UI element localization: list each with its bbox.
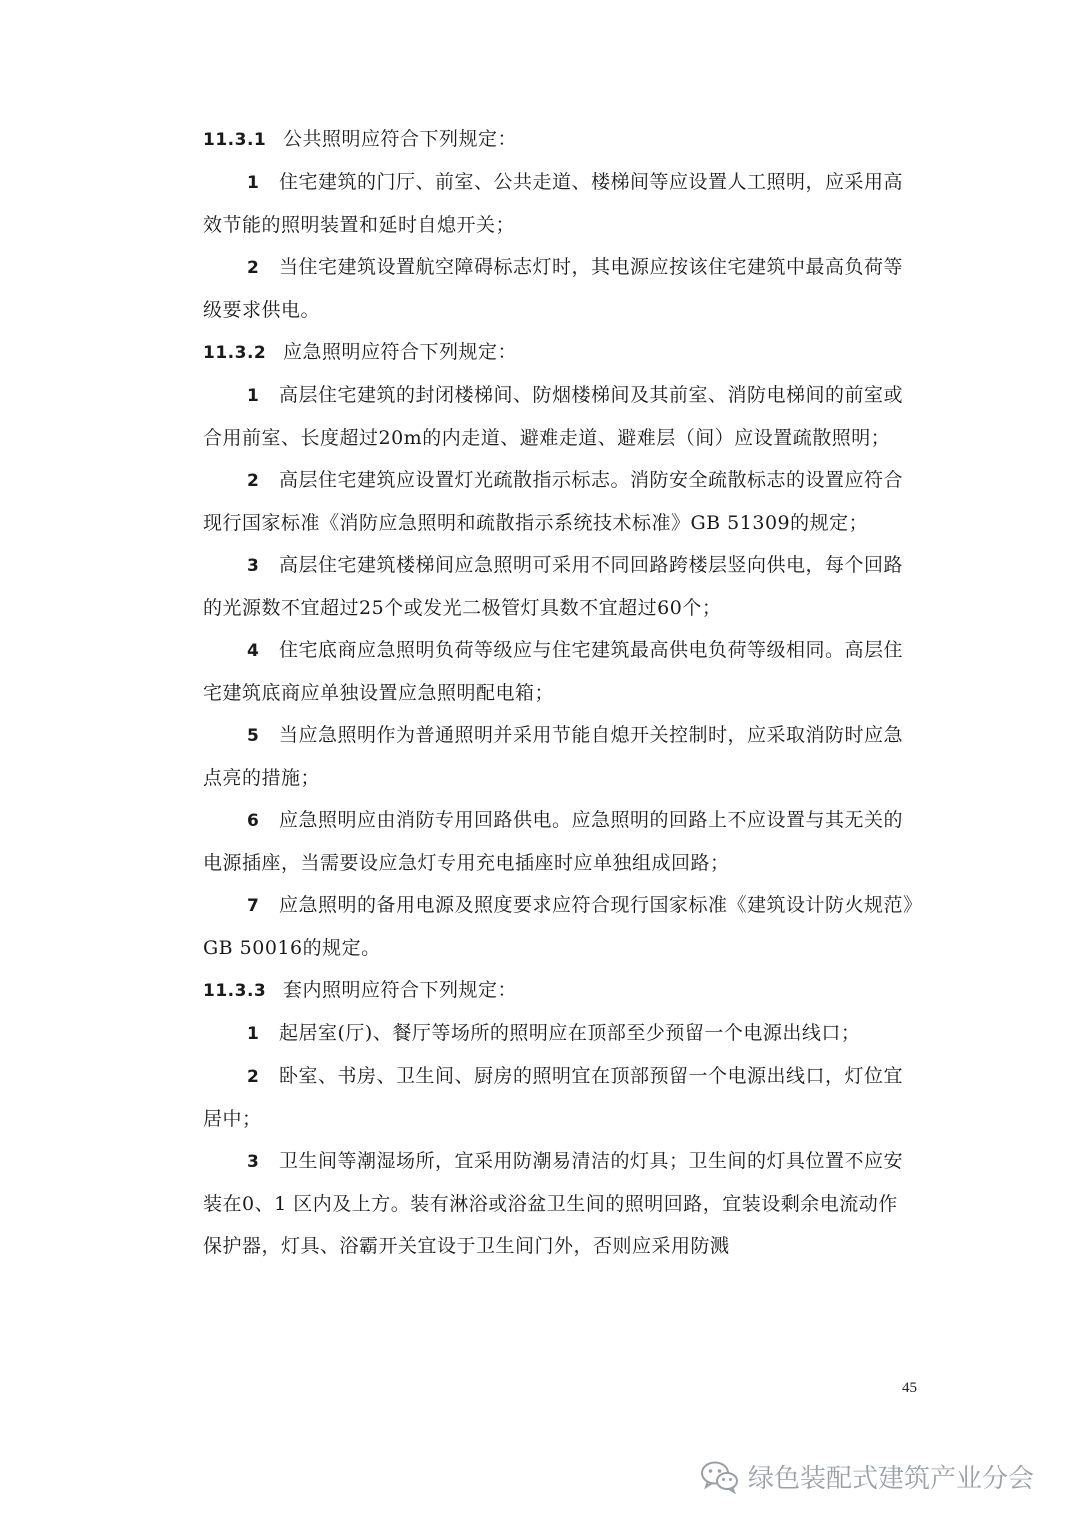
item-number: 3 — [247, 1152, 260, 1172]
item-number: 4 — [247, 641, 260, 661]
item-number: 2 — [247, 258, 260, 278]
item-number: 6 — [247, 811, 260, 831]
watermark — [700, 1458, 1034, 1495]
clause-text: 应急照明应符合下列规定： — [283, 341, 518, 363]
list-item — [203, 1012, 915, 1055]
list-item — [203, 629, 915, 714]
item-text: 住宅建筑的门厅、前室、公共走道、楼梯间等应设置人工照明，应采用高效节能的照明装置和延时自熄开关； — [203, 171, 904, 236]
item-text: 卫生间等潮湿场所，宜采用防潮易清洁的灯具；卫生间的灯具位置不应安装在0、1 区内及上方。装有淋浴或浴盆卫生间的照明回路，宜装设剩余电流动作保护器，灯具、浴霸开关宜设于卫生间门外，否则应采用防溅 — [203, 1150, 904, 1257]
item-text: 卧室、书房、卫生间、厨房的照明宜在顶部预留一个电源出线口，灯位宜居中； — [203, 1065, 904, 1130]
item-text: 高层住宅建筑的封闭楼梯间、防烟楼梯间及其前室、消防电梯间的前室或合用前室、长度超过20m的内走道、避难走道、避难层（间）应设置疏散照明； — [203, 384, 904, 449]
item-text: 当住宅建筑设置航空障碍标志灯时，其电源应按该住宅建筑中最高负荷等级要求供电。 — [203, 256, 904, 321]
watermark-text: 绿色装配式建筑产业分会 — [748, 1464, 1035, 1494]
item-number: 5 — [247, 726, 260, 746]
item-text: 高层住宅建筑楼梯间应急照明可采用不同回路跨楼层竖向供电，每个回路的光源数不宜超过25个或发光二极管灯具数不宜超过60个； — [203, 554, 904, 619]
item-number: 7 — [247, 896, 260, 916]
list-item — [203, 544, 915, 629]
list-item — [203, 884, 915, 969]
list-item — [203, 459, 915, 544]
document-body — [203, 118, 915, 1267]
item-number: 1 — [247, 386, 260, 406]
list-item — [203, 714, 915, 799]
list-item — [203, 799, 915, 884]
clause-heading — [203, 118, 915, 161]
list-item — [203, 161, 915, 246]
clause-text: 套内照明应符合下列规定： — [283, 979, 518, 1001]
item-number: 3 — [247, 556, 260, 576]
clause-heading — [203, 969, 915, 1012]
item-text: 应急照明应由消防专用回路供电。应急照明的回路上不应设置与其无关的电源插座，当需要设应急灯专用充电插座时应单独组成回路； — [203, 809, 904, 874]
clause-text: 公共照明应符合下列规定： — [283, 128, 518, 150]
list-item — [203, 374, 915, 459]
list-item — [203, 1055, 915, 1140]
item-number: 2 — [247, 471, 260, 491]
item-text: 应急照明的备用电源及照度要求应符合现行国家标准《建筑设计防火规范》GB 50016的规定。 — [203, 894, 914, 959]
item-text: 起居室(厅)、餐厅等场所的照明应在顶部至少预留一个电源出线口； — [279, 1022, 861, 1044]
list-item — [203, 1140, 915, 1267]
item-text: 当应急照明作为普通照明并采用节能自熄开关控制时，应采取消防时应急点亮的措施； — [203, 724, 904, 789]
item-number: 1 — [247, 1024, 260, 1044]
item-number: 1 — [247, 173, 260, 193]
item-text: 高层住宅建筑应设置灯光疏散指示标志。消防安全疏散标志的设置应符合现行国家标准《消防应急照明和疏散指示系统技术标准》GB 51309的规定； — [203, 469, 904, 534]
clause-number: 11.3.1 — [203, 130, 267, 150]
item-text: 住宅底商应急照明负荷等级应与住宅建筑最高供电负荷等级相同。高层住宅建筑底商应单独设置应急照明配电箱； — [203, 639, 904, 704]
clause-heading — [203, 331, 915, 374]
page-number: 45 — [902, 1380, 917, 1396]
clause-number: 11.3.2 — [203, 343, 267, 363]
list-item — [203, 246, 915, 331]
item-number: 2 — [247, 1067, 260, 1087]
wechat-icon — [700, 1460, 740, 1494]
clause-number: 11.3.3 — [203, 981, 267, 1001]
